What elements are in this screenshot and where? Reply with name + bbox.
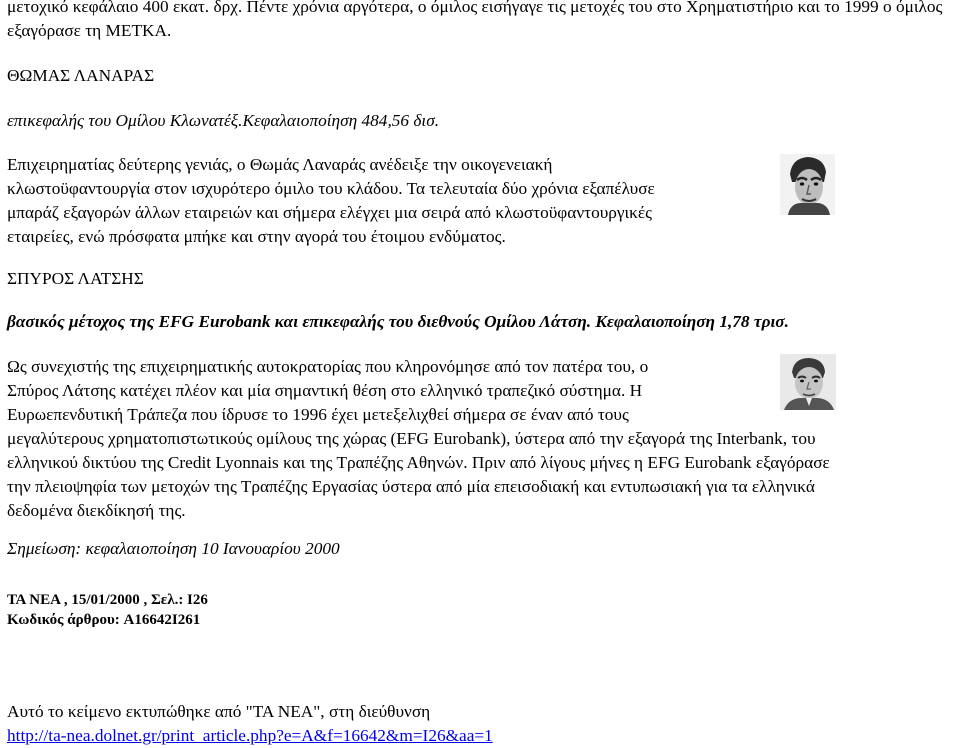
profile-1-line: εταιρείες, ενώ πρόσφατα μπήκε και στην αγορά του έτοιμου ενδύματος. <box>7 227 506 246</box>
profile-1-role: επικεφαλής του Ομίλου Κλωνατέξ.Κεφαλαιοποίηση 484,56 δισ. <box>7 111 440 130</box>
profile-2-line: Ως συνεχιστής της επιχειρηματικής αυτοκρατορίας που κληρονόμησε από τον πατέρα του, ο <box>7 357 649 376</box>
profile-2-name: ΣΠΥΡΟΣ ΛΑΤΣΗΣ <box>7 269 144 288</box>
profile-2-line: Ευρωεπενδυτική Τράπεζα που ίδρυσε το 1996 έχει μετεξελιχθεί σήμερα σε έναν από τους <box>7 405 629 424</box>
portrait-photo-lanaras <box>780 154 835 215</box>
print-footer <box>7 700 493 748</box>
article-code: Κωδικός άρθρου: A16642I261 <box>7 612 201 628</box>
profile-1-line: κλωστοϋφαντουργία στον ισχυρότερο όμιλο του κλάδου. Τα τελευταία δύο χρόνια εξαπέλυσε <box>7 179 655 198</box>
profile-2-line: ελληνικού δικτύου της Credit Lyonnais και της Τραπέζης Αθηνών. Πριν από λίγους μήνες η EFG Eurobank εξαγόρασε <box>7 453 830 472</box>
profile-2-role: βασικός μέτοχος της EFG Eurobank και επικεφαλής του διεθνούς Ομίλου Λάτση. Κεφαλαιοποίηση 1,78 τρισ. <box>7 312 789 331</box>
printed-from-text: Αυτό το κείμενο εκτυπώθηκε από "ΤΑ ΝΕΑ", στη διεύθυνση <box>7 702 431 721</box>
profile-1-body <box>7 153 767 249</box>
article-meta <box>7 590 208 630</box>
profile-1-line: μπαράζ εξαγορών άλλων εταιρειών και σήμερα ελέγχει μια σειρά από κλωστοϋφαντουργικές <box>7 203 652 222</box>
profile-1-name: ΘΩΜΑΣ ΛΑΝΑΡΑΣ <box>7 66 155 85</box>
portrait-icon <box>780 354 836 410</box>
profile-2-line: Σπύρος Λάτσης κατέχει πλέον και μία σημαντική θέση στο ελληνικό τραπεζικό σύστημα. Η <box>7 381 643 400</box>
portrait-photo-latsis <box>780 354 836 410</box>
profile-2-line: μεγαλύτερους χρηματοπιστωτικούς ομίλους της χώρας (EFG Eurobank), ύστερα από την εξαγορά της Interbank, του <box>7 429 816 448</box>
profile-2-line: δεδομένα διεκδίκησή της. <box>7 501 186 520</box>
profile-2-line: την πλειοψηφία των μετοχών της Τραπέζης Εργασίας ύστερα από μία επεισοδιακή και εντυπωσιακή για τα ελληνικά <box>7 477 815 496</box>
profile-1-line: Επιχειρηματίας δεύτερης γενιάς, ο Θωμάς Λαναράς ανέδειξε την οικογενειακή <box>7 155 553 174</box>
article-url-link[interactable]: http://ta-nea.dolnet.gr/print_article.php?e=A&f=16642&m=I26&aa=1 <box>7 726 493 745</box>
source-line: ΤΑ ΝΕΑ , 15/01/2000 , Σελ.: I26 <box>7 592 208 608</box>
portrait-icon <box>780 154 835 215</box>
capitalization-note: Σημείωση: κεφαλαιοποίηση 10 Ιανουαρίου 2000 <box>7 539 340 558</box>
intro-paragraph: μετοχικό κεφάλαιο 400 εκατ. δρχ. Πέντε χρόνια αργότερα, ο όμιλος εισήγαγε τις μετοχές του στο Χρηματιστήριο και το 1999 ο όμιλος εξαγόρασε τη ΜΕΤΚΑ. <box>7 0 943 40</box>
